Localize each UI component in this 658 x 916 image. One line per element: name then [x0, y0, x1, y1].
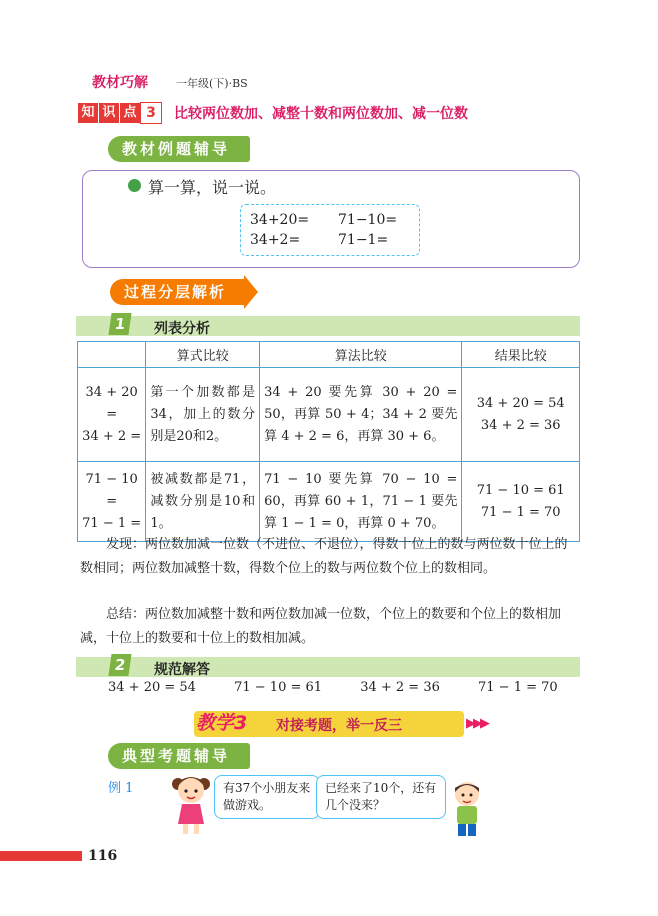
table-cell-comparison: 第一个加数都是34，加上的数分别是20和2。 [146, 368, 260, 462]
table-header: 算式比较 [146, 342, 260, 368]
banner-text: 对接考题，举一反三 [276, 718, 402, 734]
table-cell-expression [78, 368, 146, 462]
section-title-1: 列表分析 [154, 321, 210, 337]
page-number-bar [0, 851, 82, 861]
table-header: 算法比较 [260, 342, 462, 368]
book-subtitle: 一年级(下)·BS [176, 77, 248, 90]
section-number-1: 1 [108, 313, 131, 335]
page-number: 116 [88, 848, 118, 864]
answer: 71 − 10 = 61 [234, 680, 323, 695]
analysis-table [77, 341, 580, 542]
section-number-2: 2 [108, 654, 131, 676]
expression: 71−1= [338, 232, 389, 248]
result: 71 − 1 = 70 [480, 504, 561, 520]
expression: 71 − 10 = [85, 471, 138, 509]
kp-char-3: 点 [120, 103, 140, 123]
answer: 34 + 20 = 54 [108, 680, 196, 695]
expression: 34 + 2 = [82, 428, 142, 444]
speech-bubble-boy: 已经来了10个，还有几个没来？ [316, 775, 446, 819]
section-bar-1 [76, 316, 580, 336]
kp-char-2: 识 [99, 103, 119, 123]
speech-bubble-girl: 有37个小朋友来做游戏。 [214, 775, 320, 819]
table-row [78, 462, 580, 542]
answer: 71 − 1 = 70 [478, 680, 558, 695]
table-cell-algorithm: 71 − 10 要先算 70 − 10 = 60，再算 60 + 1，71 − 1 要先算 1 − 1 = 0，再算 0 + 70。 [260, 462, 462, 542]
section-title-2: 规范解答 [154, 662, 210, 678]
example-label: 例 1 [108, 781, 134, 796]
green-dot-icon [128, 179, 141, 192]
girl-illustration [170, 770, 212, 836]
example-prompt: 算一算，说一说。 [148, 178, 277, 197]
table-header: 结果比较 [462, 342, 580, 368]
banner-tag: 教学3 [196, 712, 248, 734]
result: 71 − 10 = 61 [476, 482, 565, 498]
ribbon-typical-question: 典型考题辅导 [108, 743, 250, 769]
banner-arrows-icon: ▶▶▶ [466, 716, 487, 731]
table-cell-result [462, 462, 580, 542]
expression: 71−10= [338, 212, 398, 228]
expression: 34+2= [250, 232, 301, 248]
table-cell-expression [78, 462, 146, 542]
table-cell-comparison: 被减数都是71，减数分别是10和1。 [146, 462, 260, 542]
result: 34 + 2 = 36 [480, 417, 561, 433]
summary-paragraph: 总结：两位数加减整十数和两位数加减一位数，个位上的数要和个位上的数相加减，十位上的数要和十位上的数相加减。 [80, 607, 562, 646]
table-cell-result [462, 368, 580, 462]
table-row [78, 368, 580, 462]
ribbon-textbook-example: 教材例题辅导 [108, 136, 250, 162]
expression: 34+20= [250, 212, 310, 228]
table-header [78, 342, 146, 368]
finding-paragraph: 发现：两位数加减一位数（不进位、不退位），得数十位上的数与两位数十位上的数相同；两位数加减整十数，得数个位上的数与两位数个位上的数相同。 [80, 537, 568, 576]
expression: 34 + 20 = [85, 384, 138, 422]
ribbon-arrow-icon [244, 275, 258, 309]
boy-illustration [448, 778, 486, 838]
book-title: 教材巧解 [92, 75, 148, 91]
answer: 34 + 2 = 36 [360, 680, 440, 695]
result: 34 + 20 = 54 [476, 395, 565, 411]
ribbon-process-analysis: 过程分层解析 [110, 279, 246, 305]
table-header-row [78, 342, 580, 368]
knowledge-point-number: 3 [140, 102, 162, 124]
table-cell-algorithm: 34 + 20 要先算 30 + 20 = 50，再算 50 + 4；34 + 2 要先算 4 + 2 = 6，再算 30 + 6。 [260, 368, 462, 462]
expression: 71 − 1 = [82, 515, 142, 531]
section-bar-2 [76, 657, 580, 677]
standard-answers [108, 680, 592, 695]
knowledge-point-title: 比较两位数加、减整十数和两位数加、减一位数 [174, 106, 468, 122]
kp-char-1: 知 [78, 103, 98, 123]
